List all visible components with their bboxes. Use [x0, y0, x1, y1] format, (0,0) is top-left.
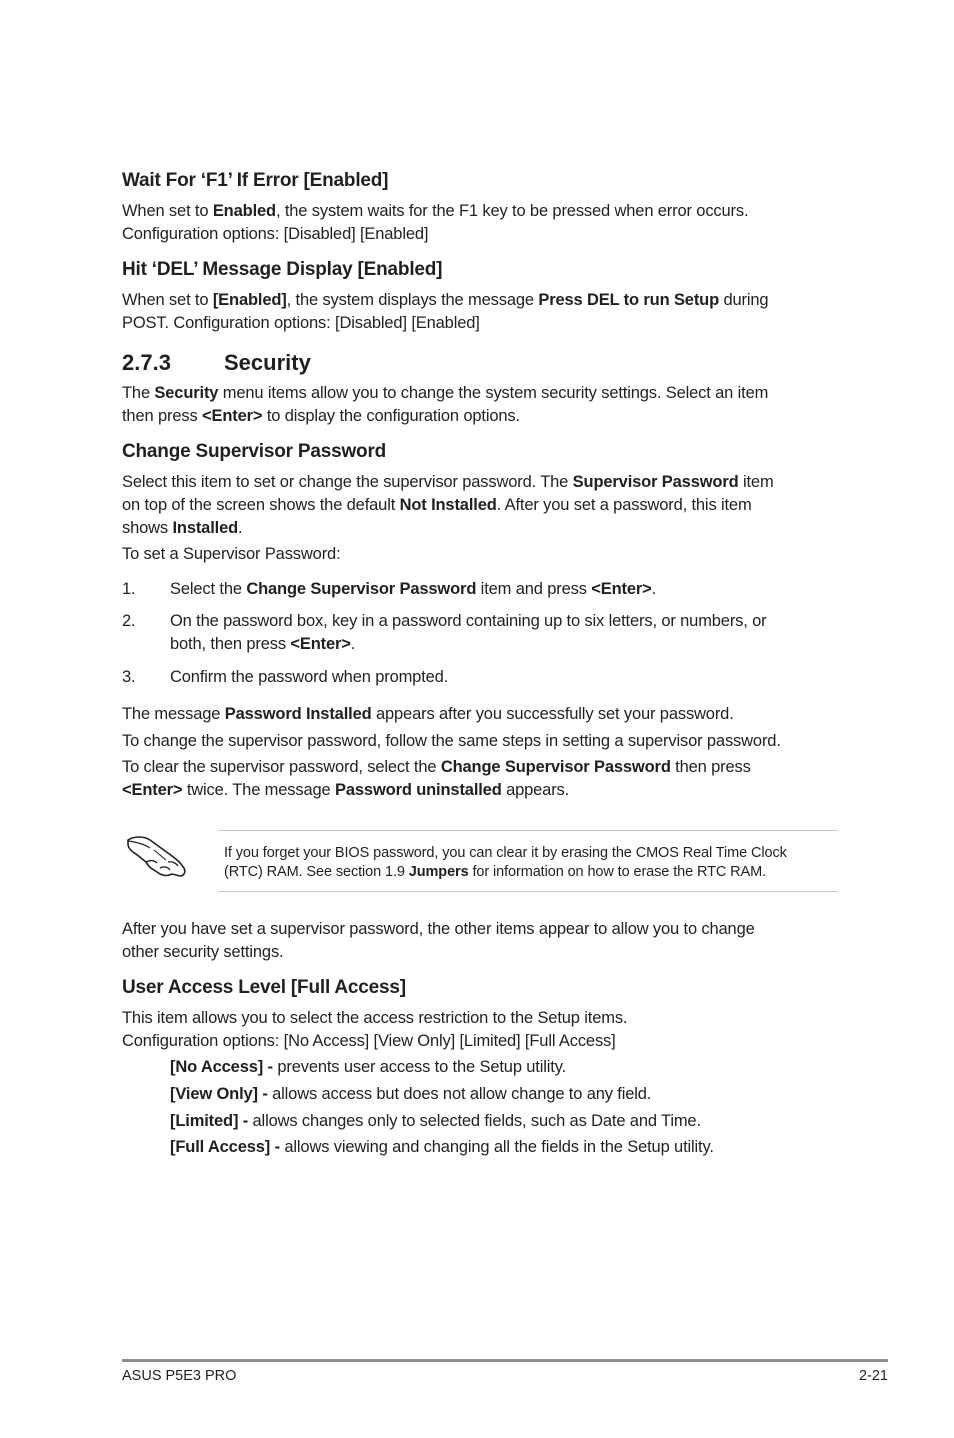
message-line3: To clear the supervisor password, select the Change Supervisor Password then press [122, 758, 751, 776]
hit-del-paragraph-line1: When set to [Enabled], the system displays the message Press DEL to run Setup during [122, 291, 769, 309]
security-intro-line1: The Security menu items allow you to change the system security settings. Select an item [122, 384, 769, 402]
step-text-continued: both, then press <Enter>. [170, 635, 356, 653]
section-number: 2.7.3 [122, 350, 171, 375]
option-item: [Full Access] - allows viewing and changing all the fields in the Setup utility. [170, 1138, 714, 1156]
wait-f1-config-options: Configuration options: [Disabled] [Enabled] [122, 225, 429, 243]
message-line4: <Enter> twice. The message Password uninstalled appears. [122, 781, 570, 799]
step-text: On the password box, key in a password containing up to six letters, or numbers, or [170, 612, 767, 630]
user-access-config-options: Configuration options: [No Access] [View Only] [Limited] [Full Access] [122, 1032, 616, 1050]
step-number: 1. [122, 580, 136, 598]
wait-f1-paragraph-line1: When set to Enabled, the system waits for the F1 key to be pressed when error occurs. [122, 202, 749, 220]
hand-pointing-icon [124, 832, 188, 880]
change-pw-line2: on top of the screen shows the default Not Installed. After you set a password, this item [122, 496, 752, 514]
after-line2: other security settings. [122, 943, 284, 961]
heading-user-access-level: User Access Level [Full Access] [122, 977, 406, 998]
message-line1: The message Password Installed appears after you successfully set your password. [122, 705, 734, 723]
user-access-line1: This item allows you to select the access restriction to the Setup items. [122, 1009, 628, 1027]
note-line2: (RTC) RAM. See section 1.9 Jumpers for information on how to erase the RTC RAM. [224, 864, 766, 880]
after-line1: After you have set a supervisor password, the other items appear to allow you to change [122, 920, 755, 938]
option-item: [Limited] - allows changes only to selected fields, such as Date and Time. [170, 1112, 701, 1130]
section-title: Security [224, 350, 311, 375]
footer-page-number: 2-21 [858, 1368, 888, 1384]
footer-product-name: ASUS P5E3 PRO [122, 1368, 237, 1384]
note-line1: If you forget your BIOS password, you can clear it by erasing the CMOS Real Time Clock [224, 845, 787, 861]
footer-rule [122, 1359, 888, 1362]
change-pw-line1: Select this item to set or change the supervisor password. The Supervisor Password item [122, 473, 774, 491]
option-item: [No Access] - prevents user access to the Setup utility. [170, 1058, 567, 1076]
step-number: 2. [122, 612, 136, 630]
hit-del-config-options: POST. Configuration options: [Disabled] [Enabled] [122, 314, 480, 332]
heading-change-supervisor-password: Change Supervisor Password [122, 441, 387, 462]
change-pw-line4: To set a Supervisor Password: [122, 545, 341, 563]
step-number: 3. [122, 668, 136, 686]
change-pw-line3: shows Installed. [122, 519, 243, 537]
option-item: [View Only] - allows access but does not allow change to any field. [170, 1085, 652, 1103]
heading-wait-f1: Wait For ‘F1’ If Error [Enabled] [122, 170, 389, 191]
step-text: Select the Change Supervisor Password item and press <Enter>. [170, 580, 657, 598]
security-intro-line2: then press <Enter> to display the configuration options. [122, 407, 520, 425]
message-line2: To change the supervisor password, follow the same steps in setting a supervisor password. [122, 732, 781, 750]
step-text: Confirm the password when prompted. [170, 668, 449, 686]
heading-hit-del: Hit ‘DEL’ Message Display [Enabled] [122, 259, 443, 280]
